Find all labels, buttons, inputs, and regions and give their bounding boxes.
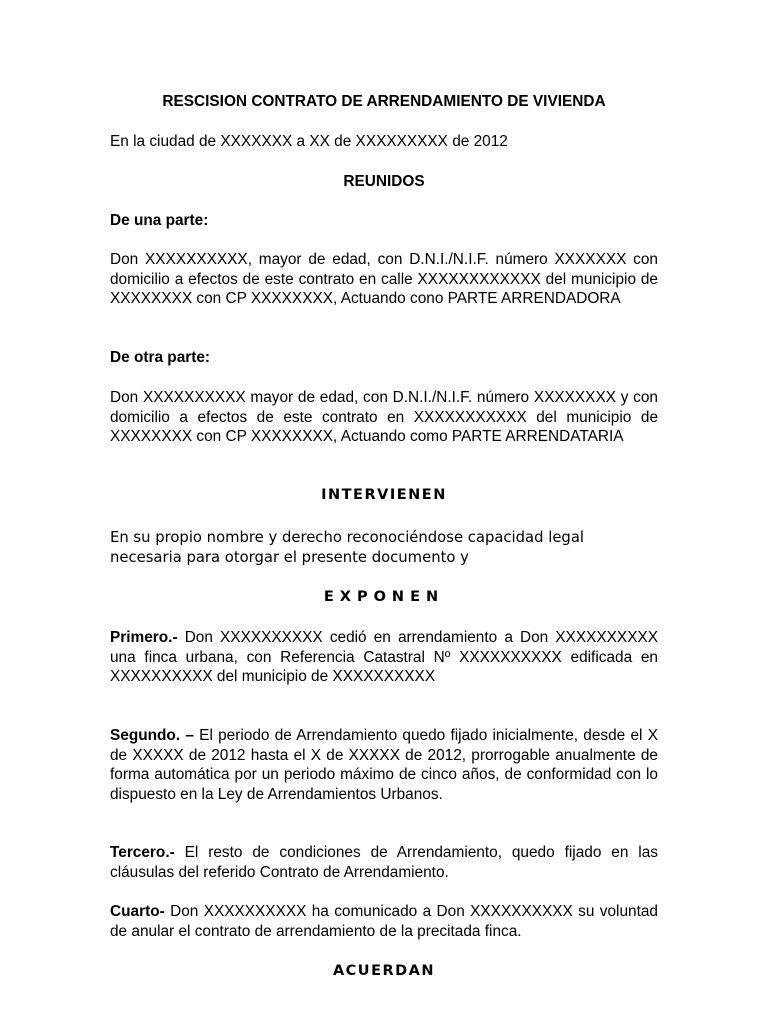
primero-text: Don XXXXXXXXXX cedió en arrendamiento a Don XXXXXXXXXX una finca urbana, con Referencia Catastral Nº XXXXXXXXXX edificada en XXXXXXXXXX del municipio de XXXXXXXXXX <box>110 629 658 686</box>
parte2-heading: De otra parte: <box>110 349 211 366</box>
segundo-label: Segundo. – <box>110 727 194 744</box>
primero-label: Primero.- <box>110 629 178 646</box>
reunidos-heading: REUNIDOS <box>343 173 425 190</box>
tercero-paragraph <box>110 843 658 882</box>
tercero-label: Tercero.- <box>110 844 175 861</box>
intro-line: En la ciudad de XXXXXXX a XX de XXXXXXXXX de 2012 <box>110 133 508 150</box>
parte1-paragraph: Don XXXXXXXXXX, mayor de edad, con D.N.I./N.I.F. número XXXXXXX con domicilio a efectos de este contrato en calle XXXXXXXXXXXX del municipio de XXXXXXXX con CP XXXXXXXX, Actuando cono PARTE ARRENDADORA <box>110 251 658 308</box>
acuerdan-heading: ACUERDAN <box>332 963 436 979</box>
segundo-text: El periodo de Arrendamiento quedo fijado inicialmente, desde el X de XXXXX de 2012 hasta el X de XXXXX de 2012, prorrogable anualmente de forma automática por un periodo máximo de cinco años, de conformidad con lo dispuesto en la Ley de Arrendamientos Urbanos. <box>110 727 658 803</box>
segundo-paragraph <box>110 726 658 804</box>
cuarto-text: Don XXXXXXXXXX ha comunicado a Don XXXXXXXXXX su voluntad de anular el contrato de arrendamiento de la precitada finca. <box>110 903 658 940</box>
intervienen-paragraph: En su propio nombre y derecho reconociéndose capacidad legal necesaria para otorgar el presente documento y <box>110 529 584 566</box>
exponen-heading: EXPONEN <box>323 589 445 605</box>
tercero-text: El resto de condiciones de Arrendamiento, quedo fijado en las cláusulas del referido Contrato de Arrendamiento. <box>110 844 658 881</box>
document-title: RESCISION CONTRATO DE ARRENDAMIENTO DE VIVIENDA <box>162 93 606 110</box>
intervienen-heading: INTERVIENEN <box>321 487 447 503</box>
parte2-paragraph: Don XXXXXXXXXX mayor de edad, con D.N.I./N.I.F. número XXXXXXXX y con domicilio a efectos de este contrato en XXXXXXXXXXX del municipio de XXXXXXXX con CP XXXXXXXX, Actuando como PARTE ARRENDATARIA <box>110 389 658 446</box>
parte1-heading: De una parte: <box>110 212 209 229</box>
primero-paragraph <box>110 628 658 687</box>
cuarto-label: Cuarto- <box>110 903 165 920</box>
cuarto-paragraph <box>110 902 658 941</box>
